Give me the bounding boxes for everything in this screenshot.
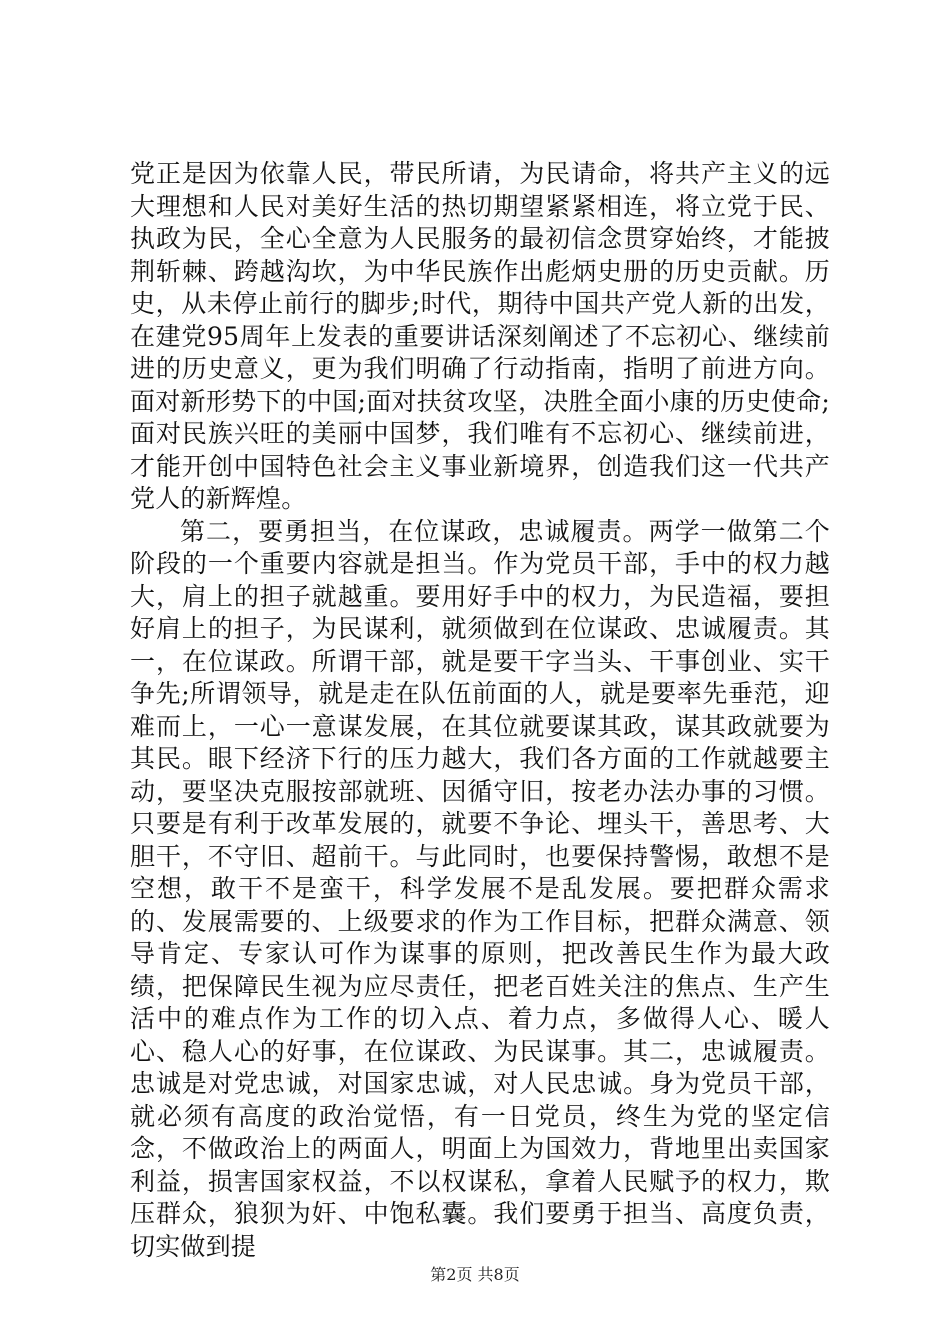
paragraph-second-point: 第二，要勇担当，在位谋政，忠诚履责。两学一做第二个阶段的一个重要内容就是担当。作为党员干部，手中的权力越大，肩上的担子就越重。要用好手中的权力，为民造福，要担好肩上的担子，为民谋利，就须做到在位谋政、忠诚履责。其一，在位谋政。所谓干部，就是要干字当头、干事创业、实干争先;所谓领导，就是走在队伍前面的人，就是要率先垂范，迎难而上，一心一意谋发展，在其位就要谋其政，谋其政就要为其民。眼下经济下行的压力越大，我们各方面的工作就越要主动，要坚决克服按部就班、因循守旧，按老办法办事的习惯。只要是有利于改革发展的，就要不争论、埋头干，善思考、大胆干，不守旧、超前干。与此同时，也要保持警惕，敢想不是空想，敢干不是蛮干，科学发展不是乱发展。要把群众需求的、发展需要的、上级要求的作为工作目标，把群众满意、领导肯定、专家认可作为谋事的原则，把改善民生作为最大政绩，把保障民生视为应尽责任，把老百姓关注的焦点、生产生活中的难点作为工作的切入点、着力点，多做得人心、暖人心、稳人心的好事，在位谋政、为民谋事。其二，忠诚履责。忠诚是对党忠诚，对国家忠诚，对人民忠诚。身为党员干部，就必须有高度的政治觉悟，有一日党员，终生为党的坚定信念，不做政治上的两面人，明面上为国效力，背地里出卖国家利益，损害国家权益，不以权谋私，拿着人民赋予的权力，欺压群众，狼狈为奸、中饱私囊。我们要勇于担当、高度负责，切实做到提 [130, 516, 830, 1261]
document-body [130, 158, 830, 1263]
paragraph-continuation: 党正是因为依靠人民，带民所请，为民请命，将共产主义的远大理想和人民对美好生活的热切期望紧紧相连，将立党于民、执政为民，全心全意为人民服务的最初信念贯穿始终，才能披荆斩棘、跨越沟坎，为中华民族作出彪炳史册的历史贡献。历史，从未停止前行的脚步;时代，期待中国共产党人新的出发，在建党95周年上发表的重要讲话深刻阐述了不忘初心、继续前进的历史意义，更为我们明确了行动指南，指明了前进方向。面对新形势下的中国;面对扶贫攻坚，决胜全面小康的历史使命;面对民族兴旺的美丽中国梦，我们唯有不忘初心、继续前进，才能开创中国特色社会主义事业新境界，创造我们这一代共产党人的新辉煌。 [130, 159, 830, 513]
page-number-footer: 第2页 共8页 [430, 1265, 520, 1284]
